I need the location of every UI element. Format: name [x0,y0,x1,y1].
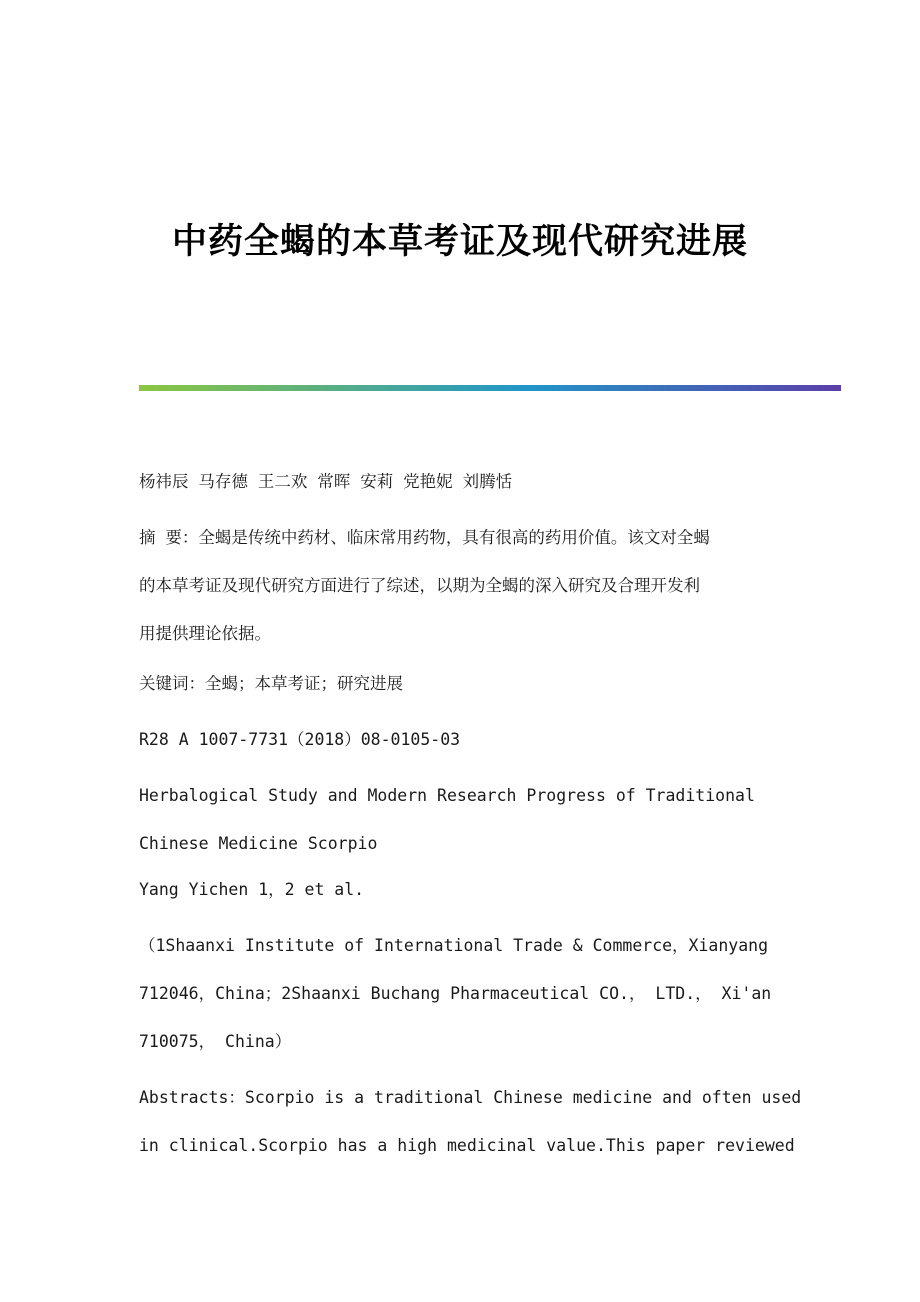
affiliation-line-3: 710075， China） [139,1032,292,1051]
authors-line [139,468,799,496]
english-authors-text: Yang Yichen 1，2 et al. [139,880,365,899]
abstract-en-line-1: Abstracts：Scorpio is a traditional Chinese medicine and often used [139,1088,802,1107]
abstract-english [139,1074,802,1170]
authors-text: 杨祎辰 马存德 王二欢 常晖 安莉 党艳妮 刘腾恬 [139,472,513,491]
english-title [139,772,799,868]
abstract-cn-line-2: 的本草考证及现代研究方面进行了综述，以期为全蝎的深入研究及合理开发利 [139,576,700,595]
classification-line [139,726,799,754]
abstract-chinese [139,514,799,658]
title-divider [139,385,841,391]
abstract-cn-line-3: 用提供理论依据。 [139,624,271,643]
abstract-cn-line-1: 摘 要：全蝎是传统中药材、临床常用药物，具有很高的药用价值。该文对全蝎 [139,528,710,547]
english-title-line-1: Herbalogical Study and Modern Research Progress of Traditional [139,786,755,805]
document-title: 中药全蝎的本草考证及现代研究进展 [171,221,748,262]
affiliation-line-1: （1Shaanxi Institute of International Trade & Commerce，Xianyang [139,936,769,955]
keywords-cn-text: 关键词：全蝎；本草考证；研究进展 [139,674,403,693]
classification-text: R28 A 1007-7731（2018）08-0105-03 [139,730,461,749]
document-body [139,468,802,1170]
affiliation-line-2: 712046，China；2Shaanxi Buchang Pharmaceutical CO.， LTD.， Xi'an [139,984,772,1003]
affiliations [139,922,799,1066]
keywords-chinese [139,670,799,698]
english-authors [139,876,799,904]
abstract-en-line-2: in clinical.Scorpio has a high medicinal value.This paper reviewed [139,1136,795,1155]
english-title-line-2: Chinese Medicine Scorpio [139,834,378,853]
